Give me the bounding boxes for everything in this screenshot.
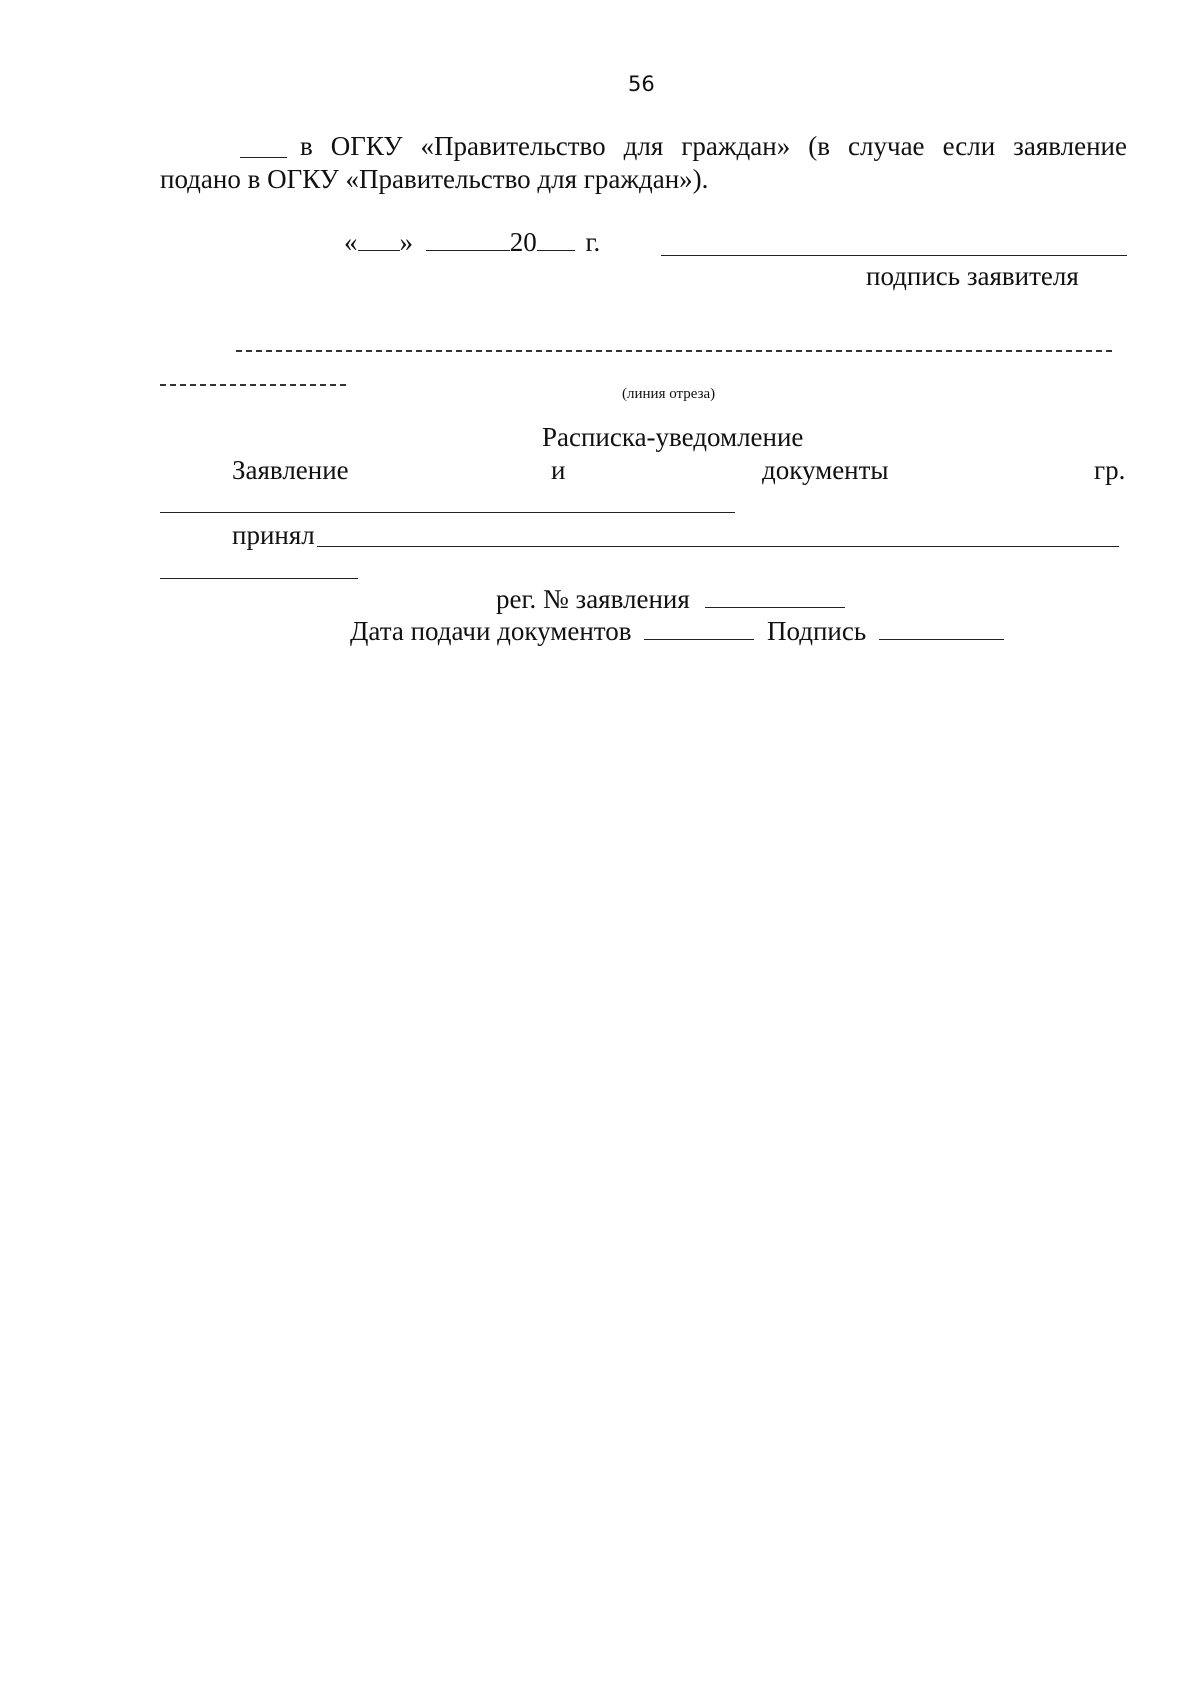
month-blank (426, 250, 510, 251)
paragraph-line-2: подано в ОГКУ «Правительство для граждан»). (160, 164, 709, 194)
reg-number-blank (705, 607, 845, 608)
receipt-word-3: документы (762, 455, 889, 485)
accepted-by-blank-continued (160, 578, 358, 579)
accepted-by-blank (317, 546, 1119, 547)
cut-line-dashes-2 (160, 384, 346, 386)
cut-line-dashes-1 (236, 350, 1112, 352)
signature-caption: подпись заявителя (866, 261, 1079, 291)
reg-number-label: рег. № заявления (496, 584, 690, 614)
receipt-word-4: гр. (1094, 455, 1126, 485)
receipt-word-1: Заявление (232, 455, 349, 485)
receipt-word-2: и (551, 455, 566, 485)
day-blank (358, 250, 400, 251)
open-quote: « (344, 227, 358, 257)
submission-line (350, 618, 1004, 645)
receipt-title: Расписка-уведомление (542, 422, 804, 452)
signature-blank (661, 255, 1127, 256)
close-quote: » (399, 227, 413, 257)
submission-date-label: Дата подачи документов (350, 616, 632, 646)
reg-number-line (496, 586, 845, 613)
submission-date-blank (644, 639, 754, 640)
year-suffix: г. (585, 227, 601, 257)
paragraph-line-1: в ОГКУ «Правительство для граждан» (в случае если заявление (300, 131, 1127, 161)
date-line (344, 229, 600, 256)
year-blank (537, 250, 575, 251)
year-prefix: 20 (509, 227, 537, 257)
receipt-signature-blank (879, 639, 1004, 640)
choice-blank (240, 157, 287, 158)
cut-line-label: (линия отреза) (622, 386, 716, 402)
citizen-name-blank (160, 512, 735, 513)
accepted-label: принял (232, 520, 315, 550)
page-number: 56 (628, 72, 655, 96)
signature-label: Подпись (766, 616, 867, 646)
